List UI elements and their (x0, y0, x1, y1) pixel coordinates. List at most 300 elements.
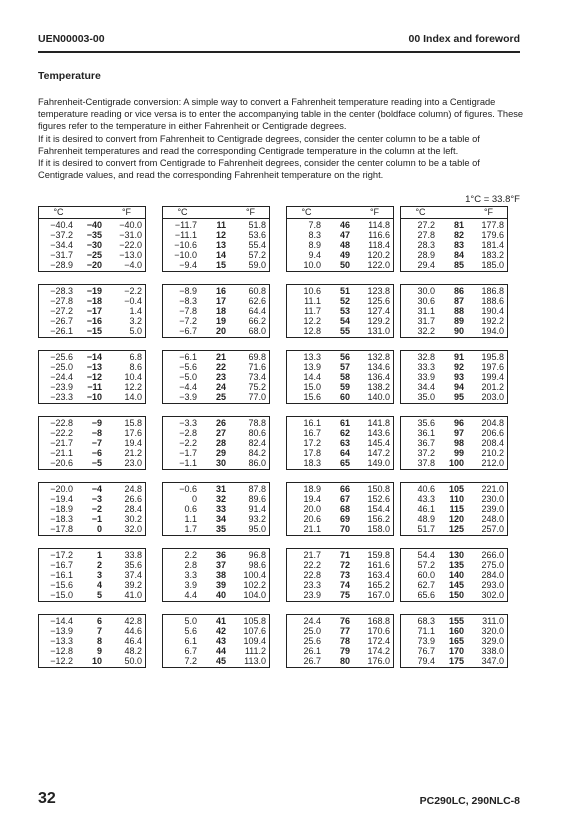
center-value: 70 (339, 524, 350, 534)
celsius-value: 26.1 (303, 646, 321, 656)
celsius-value: 12.2 (303, 316, 321, 326)
fahrenheit-value: 140.0 (367, 392, 390, 402)
fahrenheit-value: 284.0 (481, 570, 504, 580)
fahrenheit-value: 122.0 (367, 260, 390, 270)
table-row (39, 372, 145, 382)
table-row (39, 306, 145, 316)
celsius-value: 37.2 (417, 448, 435, 458)
intro-paragraph: Fahrenheit-Centigrade conversion: A simple way to convert a Fahrenheit temperature reading into a Centigrade temperature reading or vice versa is to enter the accompanying table in the center (boldface column) of figures. These figures refer to the temperature in either Fahrenheit or Centigrade degrees. (38, 97, 524, 132)
fahrenheit-value: 138.2 (367, 382, 390, 392)
fahrenheit-value: 172.4 (367, 636, 390, 646)
fahrenheit-value: 1.4 (129, 306, 142, 316)
center-value: 8 (96, 636, 102, 646)
center-value: 62 (339, 428, 350, 438)
fahrenheit-value: 201.2 (481, 382, 504, 392)
celsius-value: 2.2 (184, 550, 197, 560)
center-value: −25 (86, 250, 102, 260)
fahrenheit-value: 134.6 (367, 362, 390, 372)
fahrenheit-value: 32.0 (124, 524, 142, 534)
table-row (287, 514, 393, 524)
celsius-value: −2.8 (179, 428, 197, 438)
center-value: 83 (453, 240, 464, 250)
celsius-value: −15.0 (50, 590, 73, 600)
table-row (163, 550, 269, 560)
center-value: 45 (215, 656, 226, 666)
table-row (163, 570, 269, 580)
table-row (39, 240, 145, 250)
fahrenheit-value: 113.0 (244, 656, 266, 666)
table-row (401, 250, 507, 260)
row-group (286, 416, 394, 470)
row-group (400, 219, 508, 272)
fahrenheit-value: 147.2 (367, 448, 390, 458)
center-value: 160 (448, 626, 464, 636)
celsius-value: 19.4 (303, 494, 321, 504)
fahrenheit-value: 5.0 (129, 326, 142, 336)
fahrenheit-value: 114.8 (368, 220, 390, 230)
celsius-value: 65.6 (417, 590, 435, 600)
header-fahrenheit: °F (369, 207, 380, 217)
fahrenheit-value: 239.0 (481, 504, 504, 514)
center-value: −10 (86, 392, 102, 402)
center-value: 130 (448, 550, 464, 560)
table-row (287, 316, 393, 326)
celsius-value: 8.3 (308, 230, 321, 240)
celsius-value: −37.2 (50, 230, 73, 240)
celsius-value: 10.0 (303, 260, 321, 270)
fahrenheit-value: 8.6 (129, 362, 142, 372)
table-row (163, 524, 269, 534)
celsius-value: −40.4 (50, 220, 73, 230)
row-group (400, 614, 508, 668)
table-row (401, 326, 507, 336)
row-group (162, 614, 270, 668)
center-value: 87 (453, 296, 464, 306)
fahrenheit-value: 6.8 (129, 352, 142, 362)
celsius-value: −2.2 (179, 438, 197, 448)
row-group (38, 548, 146, 602)
celsius-value: 11.1 (304, 296, 321, 306)
fahrenheit-value: 176.0 (367, 656, 390, 666)
table-row (163, 636, 269, 646)
center-value: 19 (215, 316, 226, 326)
celsius-value: −27.2 (50, 306, 73, 316)
center-value: −12 (86, 372, 102, 382)
celsius-value: 4.4 (184, 590, 197, 600)
fahrenheit-value: 78.8 (248, 418, 266, 428)
celsius-value: −19.4 (50, 494, 73, 504)
celsius-value: 23.9 (303, 590, 321, 600)
center-value: 44 (215, 646, 226, 656)
fahrenheit-value: 71.6 (248, 362, 266, 372)
table-row (401, 590, 507, 600)
celsius-value: 12.8 (303, 326, 321, 336)
center-value: 93 (453, 372, 464, 382)
celsius-value: 5.6 (184, 626, 197, 636)
fahrenheit-value: 338.0 (481, 646, 504, 656)
fahrenheit-value: 64.4 (248, 306, 266, 316)
celsius-value: −14.4 (50, 616, 73, 626)
center-value: 175 (448, 656, 464, 666)
celsius-value: 3.3 (184, 570, 197, 580)
header-fahrenheit: °F (245, 207, 256, 217)
center-value: 42 (215, 626, 226, 636)
table-row (39, 524, 145, 534)
center-value: 61 (339, 418, 350, 428)
table-row (287, 590, 393, 600)
center-value: 68 (339, 504, 350, 514)
celsius-value: 1.1 (184, 514, 197, 524)
celsius-value: −16.7 (50, 560, 73, 570)
table-row (401, 626, 507, 636)
center-value: 16 (215, 286, 226, 296)
row-group (162, 416, 270, 470)
celsius-value: 23.3 (303, 580, 321, 590)
celsius-value: −3.9 (179, 392, 197, 402)
celsius-value: −13.3 (50, 636, 73, 646)
center-value: −16 (86, 316, 102, 326)
celsius-value: −5.6 (179, 362, 197, 372)
center-value: 33 (215, 504, 226, 514)
table-row (163, 220, 269, 230)
celsius-value: −22.2 (50, 428, 73, 438)
fahrenheit-value: 167.0 (367, 590, 390, 600)
celsius-value: 18.9 (303, 484, 321, 494)
fahrenheit-value: 165.2 (367, 580, 390, 590)
table-row (39, 296, 145, 306)
table-row (39, 484, 145, 494)
center-value: 18 (215, 306, 226, 316)
center-value: −17 (86, 306, 102, 316)
center-value: 21 (215, 352, 226, 362)
center-value: 47 (339, 230, 350, 240)
fahrenheit-value: 186.8 (481, 286, 504, 296)
center-value: 105 (448, 484, 464, 494)
center-value: 23 (215, 372, 226, 382)
center-value: 1 (96, 550, 102, 560)
table-header (400, 206, 508, 219)
fahrenheit-value: 212.0 (481, 458, 504, 468)
celsius-value: 33.9 (417, 372, 435, 382)
celsius-value: 22.8 (303, 570, 321, 580)
celsius-value: 51.7 (417, 524, 435, 534)
celsius-value: −21.1 (50, 448, 73, 458)
table-row (287, 240, 393, 250)
center-value: 6 (96, 616, 102, 626)
table-row (39, 570, 145, 580)
table-row (163, 316, 269, 326)
celsius-value: −3.3 (179, 418, 197, 428)
celsius-value: 43.3 (417, 494, 435, 504)
center-value: −35 (86, 230, 102, 240)
center-value: 51 (339, 286, 350, 296)
table-row (287, 550, 393, 560)
fahrenheit-value: 158.0 (367, 524, 390, 534)
table-row (287, 296, 393, 306)
fahrenheit-value: 48.2 (124, 646, 142, 656)
table-row (39, 326, 145, 336)
fahrenheit-value: 127.4 (367, 306, 390, 316)
center-value: 97 (453, 428, 464, 438)
table-row (39, 286, 145, 296)
table-row (401, 580, 507, 590)
row-group (162, 219, 270, 272)
celsius-value: −11.7 (174, 220, 197, 230)
center-value: 155 (448, 616, 464, 626)
celsius-value: −13.9 (50, 626, 73, 636)
table-row (39, 626, 145, 636)
header-fahrenheit: °F (483, 207, 494, 217)
row-group (286, 614, 394, 668)
celsius-value: 25.0 (303, 626, 321, 636)
center-value: 56 (339, 352, 350, 362)
celsius-value: −27.8 (50, 296, 73, 306)
center-value: 92 (453, 362, 464, 372)
center-value: 49 (339, 250, 350, 260)
fahrenheit-value: 257.0 (481, 524, 504, 534)
fahrenheit-value: 68.0 (248, 326, 266, 336)
center-value: −6 (91, 448, 102, 458)
table-row (287, 504, 393, 514)
celsius-value: 18.3 (303, 458, 321, 468)
table-row (163, 616, 269, 626)
intro-paragraph: If it is desired to convert from Centigrade to Fahrenheit degrees, consider the center column to be a table of Centigrade values, and read the corresponding Fahrenheit temperature on the right. (38, 158, 480, 181)
table-row (287, 220, 393, 230)
table-row (163, 514, 269, 524)
celsius-value: 9.4 (308, 250, 321, 260)
row-group (162, 482, 270, 536)
fahrenheit-value: 107.6 (243, 626, 266, 636)
fahrenheit-value: 59.0 (248, 260, 266, 270)
header-celsius: °C (301, 207, 312, 217)
fahrenheit-value: 170.6 (367, 626, 390, 636)
table-row (287, 382, 393, 392)
fahrenheit-value: 163.4 (367, 570, 390, 580)
center-value: 77 (339, 626, 350, 636)
table-row (163, 438, 269, 448)
celsius-value: 29.4 (417, 260, 435, 270)
center-value: 145 (448, 580, 464, 590)
celsius-value: −8.3 (179, 296, 197, 306)
table-row (287, 494, 393, 504)
center-value: 27 (215, 428, 226, 438)
table-row (287, 560, 393, 570)
fahrenheit-value: 15.8 (124, 418, 142, 428)
table-row (39, 514, 145, 524)
center-value: −8 (91, 428, 102, 438)
table-row (401, 296, 507, 306)
celsius-value: 28.9 (417, 250, 435, 260)
center-value: 54 (339, 316, 350, 326)
fahrenheit-value: 53.6 (248, 230, 266, 240)
fahrenheit-value: 77.0 (248, 392, 266, 402)
fahrenheit-value: −31.0 (119, 230, 142, 240)
celsius-value: 21.1 (303, 524, 321, 534)
celsius-value: −7.8 (179, 306, 197, 316)
fahrenheit-value: 221.0 (481, 484, 504, 494)
table-row (163, 494, 269, 504)
conversion-table (162, 206, 270, 668)
table-row (39, 428, 145, 438)
fahrenheit-value: 183.2 (481, 250, 504, 260)
conversion-note: 1°C = 33.8°F (465, 194, 520, 205)
table-row (39, 362, 145, 372)
fahrenheit-value: 44.6 (124, 626, 142, 636)
celsius-value: −23.3 (50, 392, 73, 402)
table-row (39, 438, 145, 448)
fahrenheit-value: 248.0 (481, 514, 504, 524)
center-value: 15 (215, 260, 226, 270)
fahrenheit-value: 102.2 (243, 580, 266, 590)
table-row (39, 392, 145, 402)
table-row (401, 438, 507, 448)
table-row (401, 458, 507, 468)
center-value: 60 (339, 392, 350, 402)
fahrenheit-value: 17.6 (124, 428, 142, 438)
celsius-value: 48.9 (417, 514, 435, 524)
header-fahrenheit: °F (121, 207, 132, 217)
table-row (287, 580, 393, 590)
fahrenheit-value: 154.4 (367, 504, 390, 514)
celsius-value: 13.9 (303, 362, 321, 372)
fahrenheit-value: −40.0 (119, 220, 142, 230)
table-row (401, 550, 507, 560)
fahrenheit-value: 131.0 (367, 326, 390, 336)
row-group (400, 284, 508, 338)
fahrenheit-value: 84.2 (248, 448, 266, 458)
celsius-value: 30.6 (417, 296, 435, 306)
celsius-value: 16.7 (303, 428, 321, 438)
fahrenheit-value: 320.0 (481, 626, 504, 636)
fahrenheit-value: 302.0 (481, 590, 504, 600)
table-row (163, 230, 269, 240)
celsius-value: 31.7 (417, 316, 435, 326)
center-value: −2 (91, 504, 102, 514)
table-row (401, 524, 507, 534)
celsius-value: 17.8 (303, 448, 321, 458)
center-value: 63 (339, 438, 350, 448)
center-value: −15 (86, 326, 102, 336)
center-value: 40 (215, 590, 226, 600)
header-center (202, 207, 232, 218)
center-value: 75 (339, 590, 350, 600)
table-row (401, 260, 507, 270)
fahrenheit-value: 57.2 (248, 250, 266, 260)
center-value: 9 (96, 646, 102, 656)
center-value: 32 (215, 494, 226, 504)
fahrenheit-value: 39.2 (124, 580, 142, 590)
table-row (287, 392, 393, 402)
fahrenheit-value: 194.0 (481, 326, 504, 336)
table-row (163, 504, 269, 514)
center-value: −11 (87, 382, 102, 392)
fahrenheit-value: 159.8 (367, 550, 390, 560)
fahrenheit-value: 120.2 (367, 250, 390, 260)
fahrenheit-value: 143.6 (367, 428, 390, 438)
fahrenheit-value: 141.8 (367, 418, 390, 428)
table-row (401, 560, 507, 570)
table-row (163, 286, 269, 296)
celsius-value: −23.9 (50, 382, 73, 392)
table-row (401, 382, 507, 392)
fahrenheit-value: 230.0 (481, 494, 504, 504)
center-value: 37 (215, 560, 226, 570)
center-value: 79 (339, 646, 350, 656)
table-row (401, 230, 507, 240)
fahrenheit-value: 192.2 (481, 316, 504, 326)
table-header (38, 206, 146, 219)
celsius-value: 27.8 (417, 230, 435, 240)
center-value: 72 (339, 560, 350, 570)
center-value: 46 (339, 220, 350, 230)
fahrenheit-value: 311.0 (482, 616, 504, 626)
table-row (287, 428, 393, 438)
center-value: 5 (96, 590, 102, 600)
celsius-value: 2.8 (184, 560, 197, 570)
center-value: 135 (448, 560, 464, 570)
celsius-value: 79.4 (417, 656, 435, 666)
center-value: 140 (448, 570, 464, 580)
fahrenheit-value: 55.4 (248, 240, 266, 250)
celsius-value: −24.4 (50, 372, 73, 382)
table-row (401, 448, 507, 458)
celsius-value: 7.8 (308, 220, 321, 230)
celsius-value: 25.6 (303, 636, 321, 646)
fahrenheit-value: 136.4 (367, 372, 390, 382)
center-value: 65 (339, 458, 350, 468)
celsius-value: 54.4 (417, 550, 435, 560)
celsius-value: −6.1 (179, 352, 197, 362)
fahrenheit-value: 35.6 (124, 560, 142, 570)
center-value: 73 (339, 570, 350, 580)
center-value: 115 (449, 504, 464, 514)
celsius-value: 0 (191, 494, 197, 504)
celsius-value: 62.7 (417, 580, 435, 590)
celsius-value: 21.7 (303, 550, 321, 560)
celsius-value: 10.6 (303, 286, 321, 296)
table-row (287, 230, 393, 240)
celsius-value: −16.1 (50, 570, 73, 580)
center-value: −18 (86, 296, 102, 306)
table-row (401, 494, 507, 504)
celsius-value: −1.7 (179, 448, 197, 458)
celsius-value: 15.6 (303, 392, 321, 402)
table-row (401, 428, 507, 438)
celsius-value: −12.8 (50, 646, 73, 656)
fahrenheit-value: 3.2 (129, 316, 142, 326)
celsius-value: −22.8 (50, 418, 73, 428)
table-row (287, 656, 393, 666)
celsius-value: 76.7 (417, 646, 435, 656)
celsius-value: 46.1 (417, 504, 435, 514)
fahrenheit-value: 185.0 (481, 260, 504, 270)
center-value: 52 (339, 296, 350, 306)
center-value: 58 (339, 372, 350, 382)
celsius-value: 13.3 (303, 352, 321, 362)
center-value: 125 (448, 524, 464, 534)
celsius-value: −4.4 (179, 382, 197, 392)
fahrenheit-value: 105.8 (243, 616, 266, 626)
table-row (163, 326, 269, 336)
fahrenheit-value: 93.2 (248, 514, 266, 524)
fahrenheit-value: 109.4 (243, 636, 266, 646)
celsius-value: 35.0 (417, 392, 435, 402)
fahrenheit-value: 168.8 (367, 616, 390, 626)
center-value: −40 (86, 220, 102, 230)
table-row (39, 352, 145, 362)
fahrenheit-value: 50.0 (124, 656, 142, 666)
fahrenheit-value: 210.2 (481, 448, 504, 458)
